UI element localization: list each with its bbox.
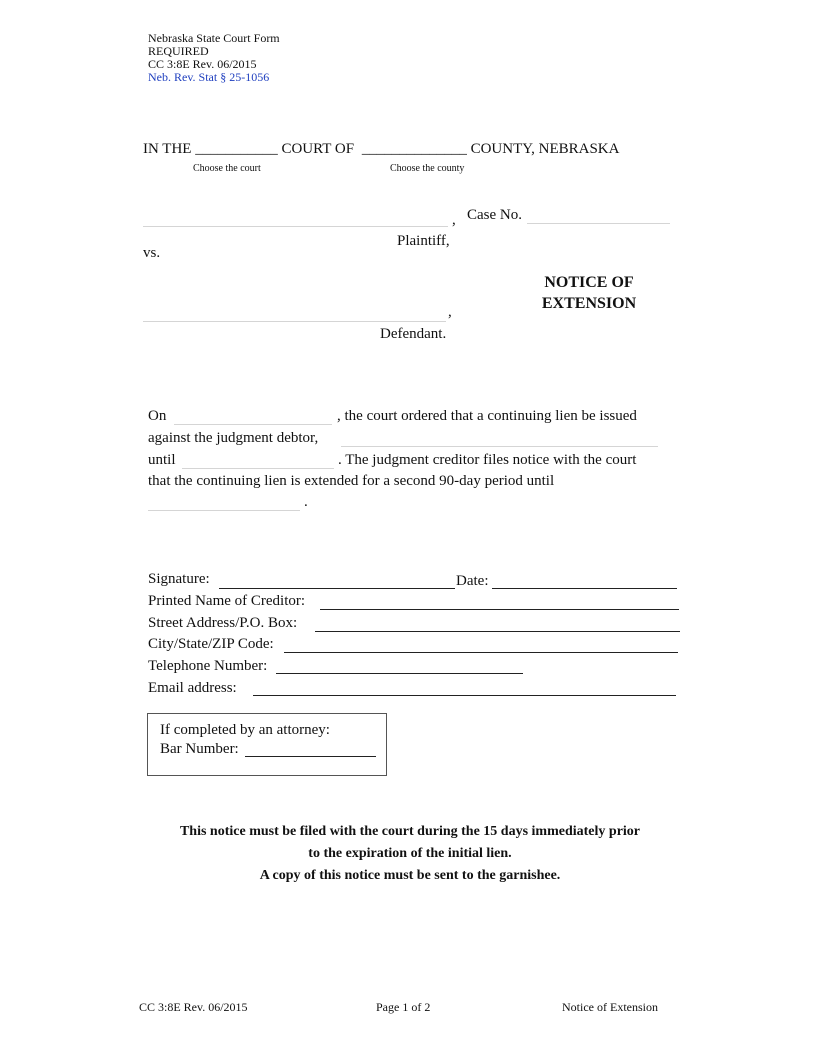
notice-line-1: This notice must be filed with the court during the 15 days immediately prior bbox=[179, 824, 641, 839]
court-select[interactable]: ___________ bbox=[195, 141, 278, 157]
form-header bbox=[148, 32, 280, 84]
telephone-field[interactable] bbox=[276, 659, 523, 674]
notice-line-3: A copy of this notice must be sent to the garnishee. bbox=[259, 868, 561, 883]
in-the-text: IN THE bbox=[143, 141, 192, 157]
court-hint: Choose the court bbox=[193, 163, 261, 174]
defendant-name-field[interactable] bbox=[143, 305, 446, 322]
footer-title: Notice of Extension bbox=[562, 1000, 658, 1014]
telephone-label: Telephone Number: bbox=[148, 658, 268, 674]
document-title bbox=[519, 272, 659, 314]
header-line-required: REQUIRED bbox=[148, 44, 209, 58]
printed-name-label: Printed Name of Creditor: bbox=[148, 593, 306, 609]
date-label: Date: bbox=[456, 573, 489, 589]
body-text-3: . The judgment creditor files notice with the court bbox=[338, 452, 637, 468]
extension-date-field[interactable] bbox=[148, 494, 300, 511]
email-label: Email address: bbox=[148, 680, 237, 696]
defendant-label: Defendant. bbox=[380, 326, 447, 342]
plaintiff-label: Plaintiff, bbox=[397, 233, 450, 249]
date-field[interactable] bbox=[492, 574, 677, 589]
signature-label: Signature: bbox=[148, 571, 210, 587]
footer-page-number: Page 1 of 2 bbox=[376, 1000, 431, 1014]
county-nebraska-text: COUNTY, NEBRASKA bbox=[470, 141, 620, 157]
county-hint: Choose the county bbox=[390, 163, 465, 174]
street-address-field[interactable] bbox=[315, 617, 680, 632]
plaintiff-comma: , bbox=[452, 212, 456, 228]
header-line-court-form: Nebraska State Court Form bbox=[148, 31, 280, 45]
attorney-box-heading: If completed by an attorney: bbox=[160, 722, 330, 738]
until-date-field[interactable] bbox=[182, 452, 334, 469]
bar-number-field[interactable] bbox=[245, 742, 376, 757]
judgment-debtor-field[interactable] bbox=[341, 430, 658, 447]
city-state-zip-field[interactable] bbox=[284, 638, 678, 653]
defendant-comma: , bbox=[448, 304, 452, 320]
body-text-2: against the judgment debtor, bbox=[148, 430, 319, 446]
case-no-label: Case No. bbox=[467, 207, 522, 223]
statute-link[interactable]: Neb. Rev. Stat § 25-1056 bbox=[148, 70, 270, 84]
case-number-field[interactable] bbox=[527, 207, 670, 224]
title-line-2: EXTENSION bbox=[541, 295, 637, 312]
notice-line-2: to the expiration of the initial lien. bbox=[308, 846, 512, 861]
court-of-text: COURT OF bbox=[281, 141, 355, 157]
body-text-1: , the court ordered that a continuing lien be issued bbox=[337, 408, 637, 424]
footer-form-id: CC 3:8E Rev. 06/2015 bbox=[139, 1000, 248, 1014]
body-period: . bbox=[304, 494, 308, 510]
order-date-field[interactable] bbox=[174, 408, 332, 425]
county-select[interactable]: ______________ bbox=[361, 141, 467, 157]
filing-notice bbox=[120, 821, 700, 887]
bar-number-label: Bar Number: bbox=[160, 741, 239, 757]
on-label: On bbox=[148, 408, 167, 424]
printed-name-field[interactable] bbox=[320, 595, 679, 610]
plaintiff-name-field[interactable] bbox=[143, 210, 448, 227]
header-line-form-id: CC 3:8E Rev. 06/2015 bbox=[148, 57, 257, 71]
email-field[interactable] bbox=[253, 681, 676, 696]
vs-label: vs. bbox=[143, 245, 161, 261]
attorney-box bbox=[147, 713, 387, 776]
signature-field[interactable] bbox=[219, 574, 455, 589]
title-line-1: NOTICE OF bbox=[544, 274, 634, 291]
until-label: until bbox=[148, 452, 176, 468]
body-text-4: that the continuing lien is extended for a second 90-day period until bbox=[148, 473, 555, 489]
street-address-label: Street Address/P.O. Box: bbox=[148, 615, 298, 631]
city-state-zip-label: City/State/ZIP Code: bbox=[148, 636, 274, 652]
court-caption-line bbox=[143, 141, 619, 158]
